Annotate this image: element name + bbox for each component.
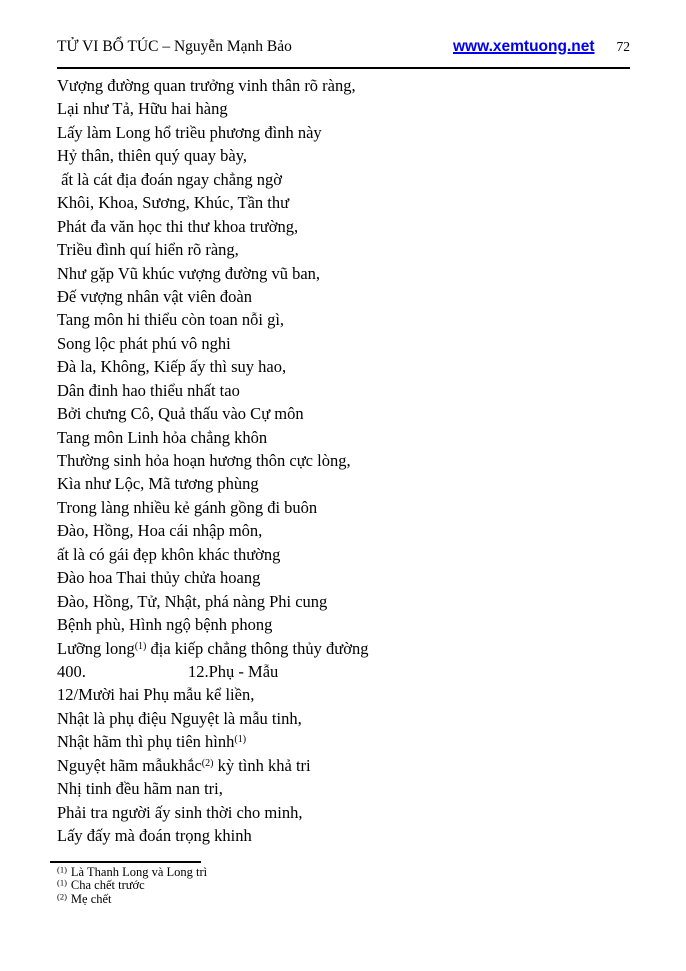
- poem-text: Đào hoa Thai thủy chửa hoang: [57, 568, 261, 588]
- poem-text: Kìa như Lộc, Mã tương phùng: [57, 474, 259, 494]
- poem-text: Nguyệt hãm mẫukhắc: [57, 755, 202, 775]
- poem-line: [57, 355, 629, 378]
- footnote-text: Cha chết trước: [70, 878, 145, 893]
- poem-text: Đào, Hồng, Tử, Nhật, phá nàng Phi cung: [57, 591, 328, 611]
- section-heading-line: [57, 660, 629, 683]
- footnote-separator: [50, 861, 201, 863]
- poem-text: Như gặp Vũ khúc vượng đường vũ ban,: [57, 263, 321, 283]
- poem-line: [57, 754, 629, 777]
- poem-line: [57, 449, 629, 472]
- poem-line: [57, 566, 629, 589]
- poem-line: [57, 238, 629, 261]
- poem-text: Lưỡng long: [57, 638, 135, 658]
- poem-line: [57, 74, 629, 97]
- poem-text: Trong làng nhiều kẻ gánh gồng đi buôn: [57, 497, 318, 517]
- footnote-item: [57, 893, 207, 906]
- poem-line: [57, 402, 629, 425]
- poem-line: [57, 144, 629, 167]
- poem-text: Dân đinh hao thiểu nhất tao: [57, 380, 240, 400]
- poem-text: Khôi, Khoa, Sương, Khúc, Tần thư: [57, 193, 290, 213]
- poem-line: [57, 801, 629, 824]
- page-number: 72: [616, 39, 630, 54]
- poem-text: Tang môn Linh hỏa chẳng khôn: [57, 427, 268, 447]
- poem-line: [57, 379, 629, 402]
- footnote-text: Là Thanh Long và Long trì: [70, 865, 208, 879]
- poem-text: ất là có gái đẹp khôn khác thường: [57, 544, 281, 564]
- poem-line: [57, 496, 629, 519]
- poem-line: [57, 332, 629, 355]
- poem-line: [57, 707, 629, 730]
- poem-line: [57, 683, 629, 706]
- footnotes: [57, 866, 207, 906]
- poem-line: [57, 215, 629, 238]
- poem-text: Phải tra người ấy sinh thời cho minh,: [57, 802, 303, 822]
- poem-text: Song lộc phát phú vô nghi: [57, 333, 231, 353]
- poem-line: [57, 543, 629, 566]
- poem-line: [57, 824, 629, 847]
- footnote-text: Mẹ chết: [70, 891, 112, 906]
- footnote-item: [57, 879, 207, 892]
- poem-text: Vượng đường quan trưởng vinh thân rõ ràng,: [57, 76, 356, 95]
- poem-text: Phát đa văn học thi thư khoa trường,: [57, 216, 299, 236]
- footnote-marker: (2): [57, 891, 67, 902]
- poem-text: địa kiếp chẳng thông thủy đường: [146, 638, 369, 658]
- footnote-ref: (1): [234, 734, 247, 746]
- poem-line: [57, 613, 629, 636]
- poem-line: [57, 285, 629, 308]
- poem-line: [57, 472, 629, 495]
- poem-text: Thường sinh hỏa hoạn hương thôn cực lòng,: [57, 451, 351, 470]
- poem-text: Tang môn hi thiểu còn toan nỗi gì,: [57, 310, 285, 330]
- poem-text: Bệnh phù, Hình ngộ bệnh phong: [57, 615, 273, 635]
- poem-line: [57, 308, 629, 331]
- poem-line: [57, 730, 629, 753]
- poem-line: [57, 121, 629, 144]
- poem-text: Hỷ thân, thiên quý quay bày,: [57, 146, 248, 166]
- poem-text: Lại như Tả, Hữu hai hàng: [57, 99, 228, 119]
- poem-text: Lấy làm Long hổ triều phương đình này: [57, 122, 322, 142]
- poem-line: [57, 426, 629, 449]
- poem-text: Triều đình quí hiển rõ ràng,: [57, 240, 239, 260]
- poem-line: [57, 262, 629, 285]
- poem-text: Đà la, Không, Kiếp ấy thì suy hao,: [57, 357, 287, 377]
- poem-text: Nhị tinh đều hãm nan tri,: [57, 779, 223, 799]
- page-header: [57, 38, 630, 56]
- poem-text: Bởi chưng Cô, Quả thấu vào Cự môn: [57, 404, 304, 424]
- poem-text: Lấy đấy mà đoán trọng khinh: [57, 826, 252, 845]
- poem-line: [57, 97, 629, 120]
- footnote-ref: (2): [201, 757, 214, 769]
- poem-text: 12/Mười hai Phụ mẫu kể liền,: [57, 685, 255, 705]
- poem-text: ất là cát địa đoán ngay chẳng ngờ: [57, 169, 282, 189]
- poem-text: Nhật là phụ điệu Nguyệt là mẫu tinh,: [57, 708, 302, 728]
- book-title: TỬ VI BỔ TÚC – Nguyễn Mạnh Bảo: [57, 38, 292, 55]
- poem-line: [57, 191, 629, 214]
- section-title: 12.Phụ - Mẫu: [188, 661, 279, 681]
- poem-line: [57, 777, 629, 800]
- poem-text: Đế vượng nhân vật viên đoàn: [57, 286, 252, 306]
- poem-text: Đào, Hồng, Hoa cái nhập môn,: [57, 521, 263, 541]
- poem-line: [57, 519, 629, 542]
- poem-text: kỳ tình khả tri: [213, 755, 311, 775]
- poem-line: [57, 637, 629, 660]
- website-link[interactable]: www.xemtuong.net: [452, 38, 595, 55]
- footnote-ref: (1): [134, 640, 147, 652]
- poem-line: [57, 590, 629, 613]
- poem: [57, 74, 629, 847]
- section-number: 400.: [57, 661, 86, 681]
- header-rule: [57, 67, 630, 69]
- poem-text: Nhật hãm thì phụ tiên hình: [57, 732, 235, 752]
- poem-line: [57, 168, 629, 191]
- footnote-marker: (1): [57, 864, 67, 875]
- footnote-marker: (1): [57, 877, 67, 888]
